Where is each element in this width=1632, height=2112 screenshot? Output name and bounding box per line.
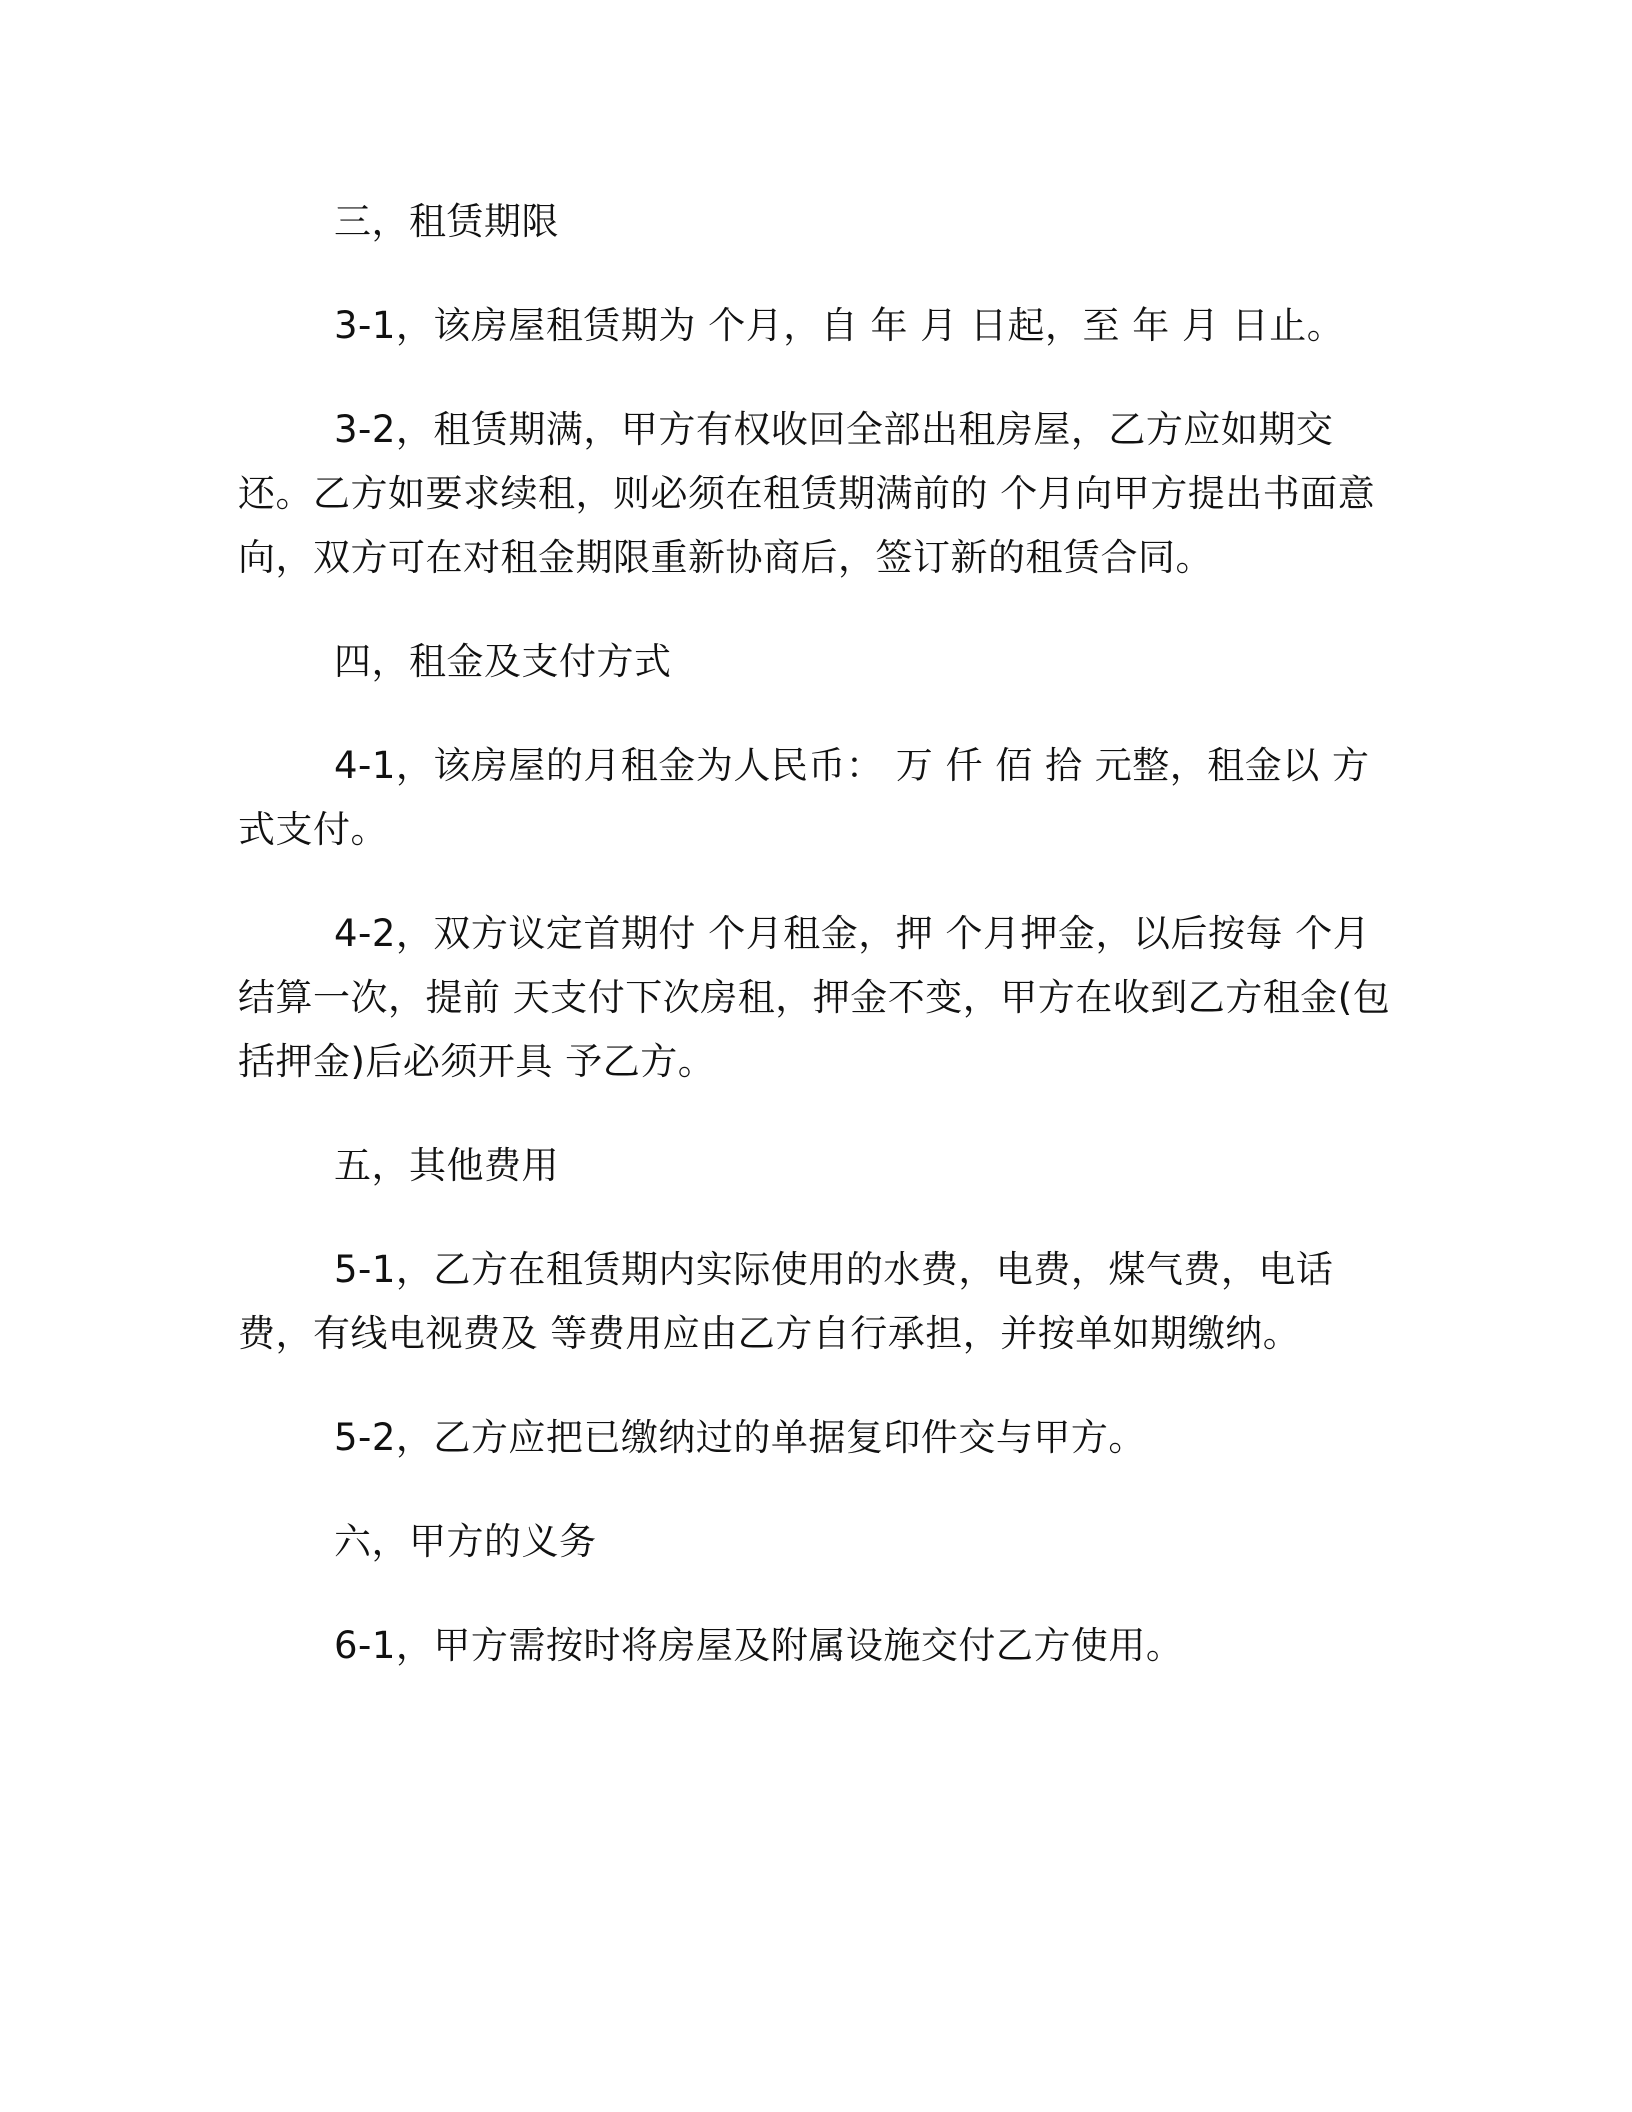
- section-heading-lease-term: 三，租赁期限: [334, 200, 559, 243]
- clause-4-1: 4-1，该房屋的月租金为人民币： 万 仟 佰 拾 元整，租金以 方式支付。: [238, 744, 1370, 851]
- clause-4-2: 4-2，双方议定首期付 个月租金，押 个月押金，以后按每 个月结算一次，提前 天支付下次房租，押金不变，甲方在收到乙方租金(包括押金)后必须开具 予乙方。: [238, 912, 1391, 1083]
- clause-5-1: 5-1，乙方在租赁期内实际使用的水费，电费，煤气费，电话费，有线电视费及 等费用应由乙方自行承担，并按单如期缴纳。: [238, 1248, 1334, 1355]
- clause-5-2: 5-2，乙方应把已缴纳过的单据复印件交与甲方。: [334, 1416, 1146, 1459]
- section-heading-other-fees: 五，其他费用: [334, 1144, 559, 1187]
- document-body: [238, 190, 1398, 1718]
- clause-3-2: 3-2，租赁期满，甲方有权收回全部出租房屋，乙方应如期交还。乙方如要求续租，则必须在租赁期满前的 个月向甲方提出书面意向，双方可在对租金期限重新协商后，签订新的租赁合同。: [238, 408, 1376, 579]
- section-heading-party-a-obligations: 六，甲方的义务: [334, 1520, 597, 1563]
- section-heading-rent-payment: 四，租金及支付方式: [334, 640, 672, 683]
- clause-6-1: 6-1，甲方需按时将房屋及附属设施交付乙方使用。: [334, 1624, 1184, 1667]
- clause-3-1: 3-1，该房屋租赁期为 个月，自 年 月 日起，至 年 月 日止。: [334, 304, 1345, 347]
